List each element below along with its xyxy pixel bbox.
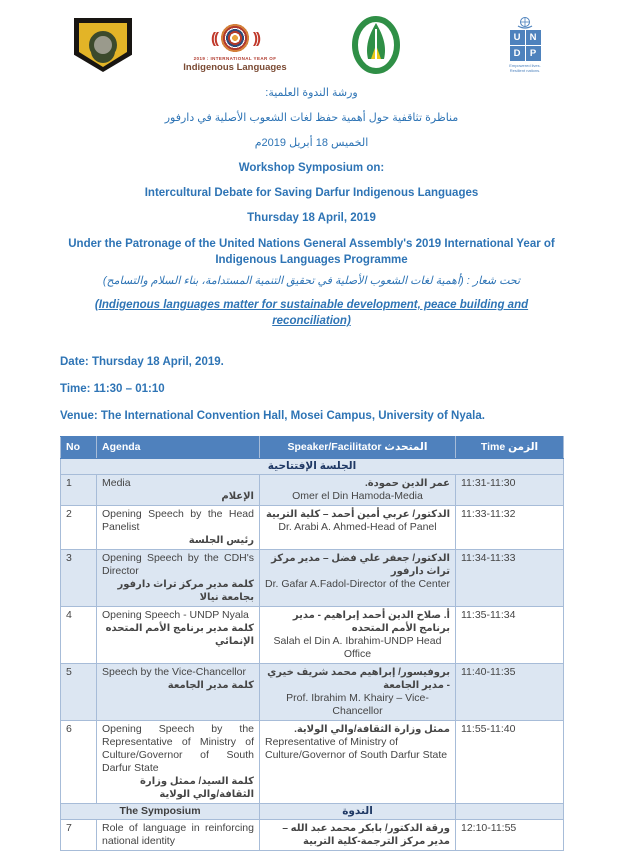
cell-no: 7 [61, 820, 97, 851]
symposium-title: Intercultural Debate for Saving Darfur Indigenous Languages [144, 187, 479, 199]
cell-agenda: Opening Speech by the CDH's Director كلمة مدير مركز تراث دارفور بجامعة نيالا [97, 550, 260, 607]
col-header-time: Time الزمن [456, 437, 564, 459]
university-shield-inner [79, 23, 127, 67]
cell-time: 11:40-11:35 [456, 664, 564, 721]
cell-time: 11:55-11:40 [456, 721, 564, 804]
col-header-no: No [61, 437, 97, 459]
cell-speaker: بروفيسور/ إبراهيم محمد شريف خيري - مدير الجامعة Prof. Ibrahim M. Khairy – Vice-Chancellor [260, 664, 456, 721]
section-the-symposium [61, 804, 564, 820]
undp-tagline: Empowered lives. Resilient nations. [509, 63, 541, 73]
table-row [61, 506, 564, 550]
undp-letter: D [510, 46, 525, 61]
table-row [61, 607, 564, 664]
venue-line: Venue: The International Convention Hall, Mosei Campus, University of Nyala. [60, 410, 485, 422]
cell-speaker: ممثل وزارة الثقافة/والي الولاية. Representative of Ministry of Culture/Governor of South Darfur State [260, 721, 456, 804]
cell-time: 11:33-11:32 [456, 506, 564, 550]
un-crest-icon [500, 16, 550, 29]
cell-speaker: الدكتور/ جعفر علي فضل – مدير مركز تراث دارفور Dr. Gafar A.Fadol-Director of the Center [260, 550, 456, 607]
cell-speaker: الدكتور/ عربي أمين أحمد – كلية التربية Dr. Arabi A. Ahmed-Head of Panel [260, 506, 456, 550]
cell-time: 11:35-11:34 [456, 607, 564, 664]
cell-speaker: أ. صلاح الدين أحمد إبراهيم - مدير برنامج الأمم المتحده Salah el Din A. Ibrahim-UNDP Head Office [260, 607, 456, 664]
undp-letter: U [510, 30, 525, 45]
university-emblem-icon [89, 31, 117, 59]
cell-agenda: Opening Speech by the Representative of Ministry of Culture/Governor of South Darfur State كلمة السيد/ ممثل وزارة الثقافة/والي الولاية [97, 721, 260, 804]
cell-no: 4 [61, 607, 97, 664]
time-line: Time: 11:30 – 01:10 [60, 383, 165, 395]
iyil-caption-bottom: Indigenous Languages [183, 62, 287, 73]
undp-letter: P [526, 46, 541, 61]
cell-no: 2 [61, 506, 97, 550]
university-shield-logo-icon [74, 18, 132, 72]
iyil-right-parens-icon: )) [253, 29, 259, 47]
table-row [61, 475, 564, 506]
undp-letter: N [526, 30, 541, 45]
workshop-heading: Workshop Symposium on: [238, 162, 385, 174]
agenda-table [60, 436, 564, 851]
arabic-subtitle: مناظرة تثاقفية حول أهمية حفظ لغات الشعوب الأصلية في دارفور [164, 112, 459, 124]
col-header-speaker: Speaker/Facilitator المتحدث [260, 437, 456, 459]
col-header-agenda: Agenda [97, 437, 260, 459]
patronage-line: Under the Patronage of the United Nations General Assembly's 2019 International Year of Indigenous Languages Programme [68, 238, 555, 266]
iyil-circle-icon [220, 23, 250, 53]
iyil-left-parens-icon: (( [211, 29, 217, 47]
motto-arabic: تحت شعار : (أهمية لغات الشعوب الأصلية في تحقيق التنمية المستدامة، بناء السلام والتسامح) [102, 275, 521, 287]
cell-agenda: Role of language in reinforcing national identity [97, 820, 260, 851]
undp-logo [500, 16, 550, 73]
table-row [61, 721, 564, 804]
table-header-row [61, 437, 564, 459]
undp-letter-grid [500, 30, 550, 61]
cell-time: 12:10-11:55 [456, 820, 564, 851]
iyil-2019-logo-icon [180, 22, 290, 54]
cell-no: 5 [61, 664, 97, 721]
cell-no: 6 [61, 721, 97, 804]
cell-agenda: Speech by the Vice-Chancellor كلمة مدير الجامعة [97, 664, 260, 721]
cell-agenda: Opening Speech - UNDP Nyala كلمة مدير برنامج الأمم المتحده الإنمائي [97, 607, 260, 664]
symposium-date: Thursday 18 April, 2019 [247, 212, 376, 224]
symposium-empty-cell [456, 804, 564, 820]
iyil-caption-top: 2019 : INTERNATIONAL YEAR OF [193, 56, 277, 61]
iyil-2019-logo [180, 22, 290, 73]
motto-english: (Indigenous languages matter for sustainable development, peace building and reconciliation) [94, 299, 529, 327]
cell-time: 11:34-11:33 [456, 550, 564, 607]
cell-speaker: عمر الدين حمودة. Omer el Din Hamoda-Media [260, 475, 456, 506]
cell-speaker: ورقة الدكتور/ بابكر محمد عبد الله – مدير مركز الترجمة-كلية التربية [260, 820, 456, 851]
arabic-title: ورشة الندوة العلمية: [265, 87, 358, 99]
table-row [61, 820, 564, 851]
section-opening-session: الجلسة الإفتتاحية [61, 459, 564, 475]
cell-no: 3 [61, 550, 97, 607]
table-row [61, 664, 564, 721]
arabic-date: الخميس 18 أبريل 2019م [254, 137, 369, 149]
symposium-label-arabic: الندوة [260, 804, 456, 820]
symposium-label: The Symposium [61, 804, 260, 820]
date-line: Date: Thursday 18 April, 2019. [60, 356, 224, 368]
table-row [61, 550, 564, 607]
cell-no: 1 [61, 475, 97, 506]
green-plant-emblem-logo-icon [350, 16, 402, 74]
logo-row [60, 16, 563, 84]
cell-agenda: Opening Speech by the Head Panelist رئيس الجلسة [97, 506, 260, 550]
cell-agenda: Media الإعلام [97, 475, 260, 506]
cell-time: 11:31-11:30 [456, 475, 564, 506]
